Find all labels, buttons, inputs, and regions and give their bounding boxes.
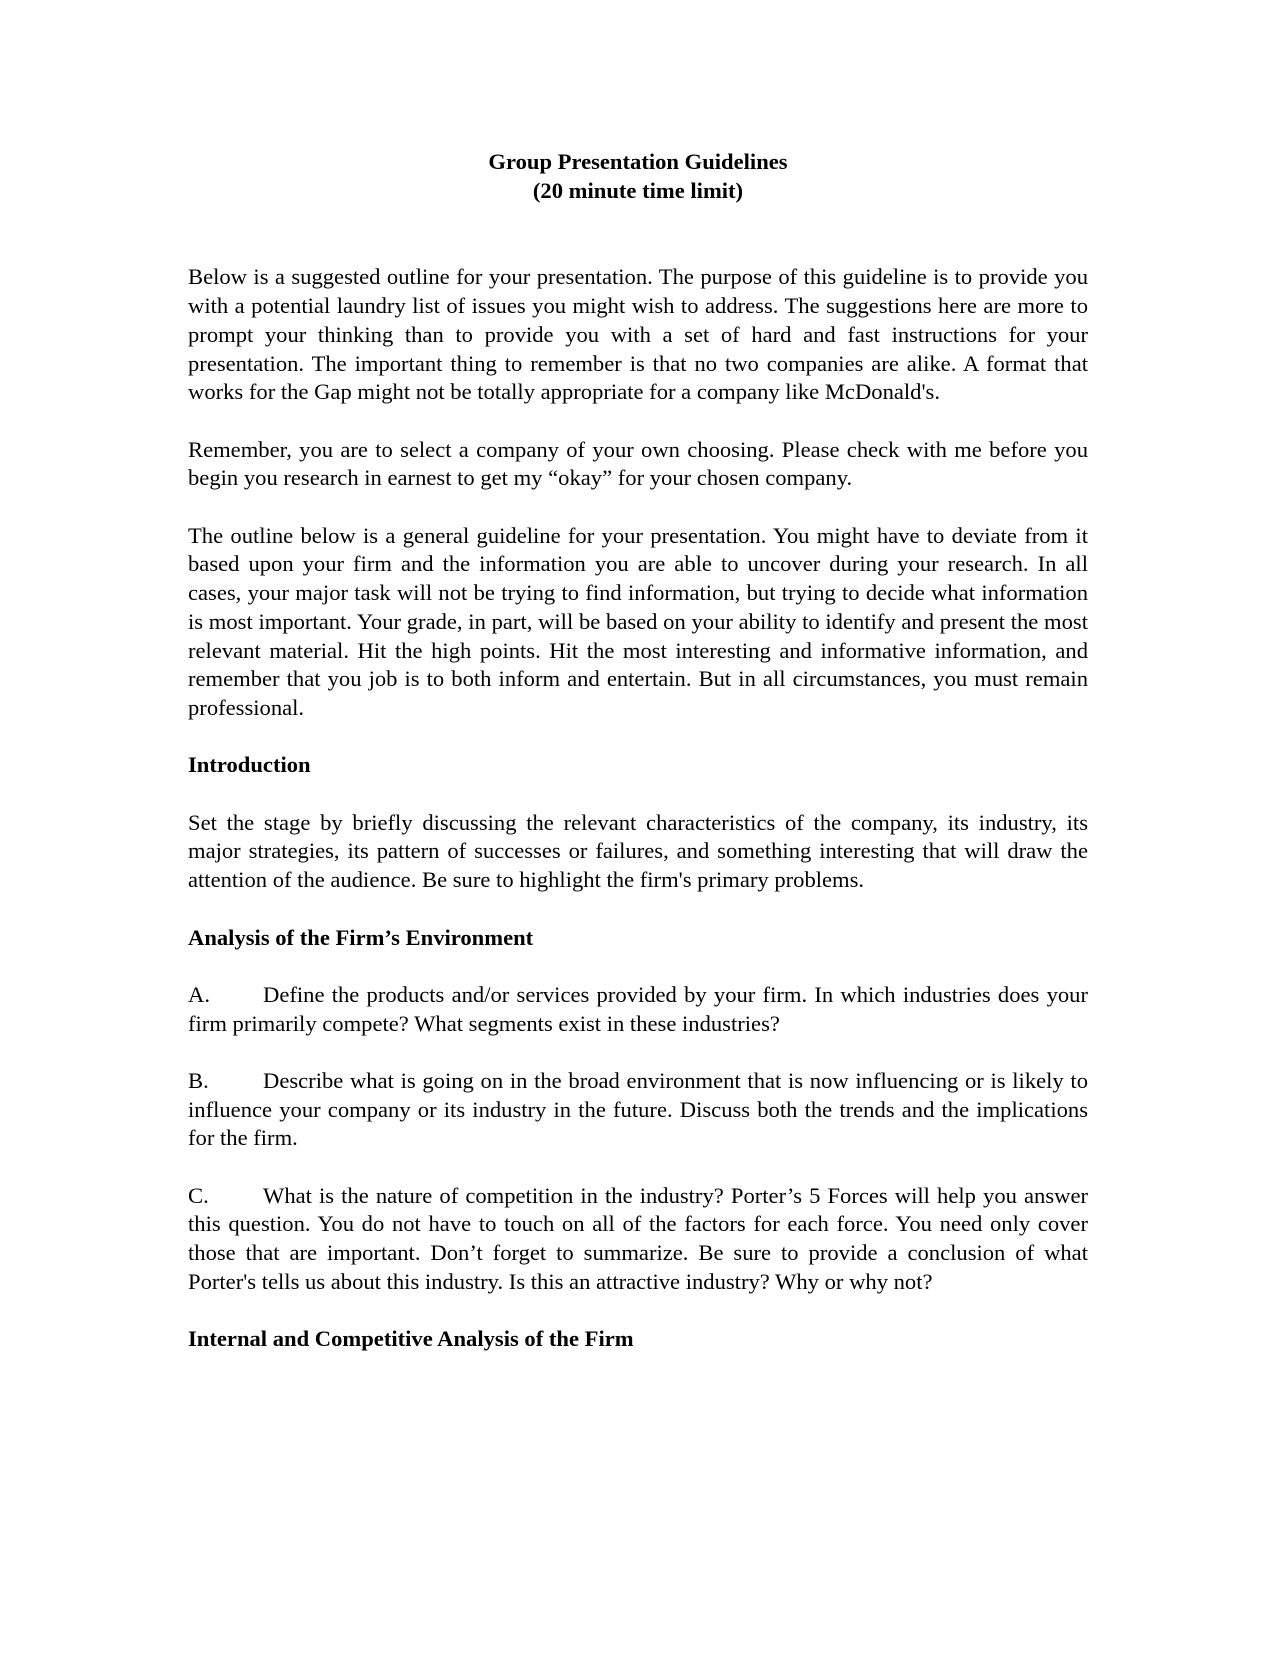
title-spacer [188, 205, 1088, 263]
intro-paragraph-general-guideline: The outline below is a general guideline for your presentation. You might have to deviate from it based upon your firm and the information you are able to uncover during your research. In all cases, your major task will not be trying to find information, but trying to decide what information is most important. Your grade, in part, will be based on your ability to identify and present the most relevant material. Hit the high points. Hit the most interesting and informative information, and remember that you job is to both inform and entertain. But in all circumstances, you must remain professional. [188, 522, 1088, 720]
section-heading-introduction: Introduction [188, 752, 311, 778]
item-marker: A. [188, 981, 210, 1007]
section-heading-internal: Internal and Competitive Analysis of the Firm [188, 1326, 634, 1352]
document-subtitle: (20 minute time limit) [532, 177, 744, 203]
introduction-paragraph: Set the stage by briefly discussing the relevant characteristics of the company, its industry, its major strategies, its pattern of successes or failures, and something interesting that will draw the attention of the audience. Be sure to highlight the firm's primary problems. [188, 809, 1088, 893]
item-text: Describe what is going on in the broad environment that is now influencing or is likely to influence your company or its industry in the future. Discuss both the trends and the implications for the firm. [188, 1067, 1088, 1151]
item-marker: C. [188, 1182, 209, 1208]
document-title: Group Presentation Guidelines [488, 149, 788, 174]
title-block [188, 148, 1088, 205]
section-heading-environment: Analysis of the Firm’s Environment [188, 924, 534, 950]
environment-item-c [188, 1182, 1088, 1297]
item-marker: B. [188, 1067, 209, 1093]
item-text: Define the products and/or services provided by your firm. In which industries does your firm primarily compete? What segments exist in these industries? [188, 981, 1088, 1036]
intro-paragraph-outline: Below is a suggested outline for your presentation. The purpose of this guideline is to provide you with a potential laundry list of issues you might wish to address. The suggestions here are more to prompt your thinking than to provide you with a set of hard and fast instructions for your presentation. The important thing to remember is that no two companies are alike. A format that works for the Gap might not be totally appropriate for a company like McDonald's. [188, 264, 1088, 405]
item-text: What is the nature of competition in the industry? Porter’s 5 Forces will help you answer this question. You do not have to touch on all of the factors for each force. You need only cover those that are important. Don’t forget to summarize. Be sure to provide a conclusion of what Porter's tells us about this industry. Is this an attractive industry? Why or why not? [188, 1182, 1088, 1294]
environment-item-b [188, 1067, 1088, 1153]
document-page [188, 148, 1088, 1383]
intro-paragraph-company-choice: Remember, you are to select a company of your own choosing. Please check with me before you begin you research in earnest to get my “okay” for your chosen company. [188, 436, 1088, 491]
environment-item-a [188, 981, 1088, 1038]
